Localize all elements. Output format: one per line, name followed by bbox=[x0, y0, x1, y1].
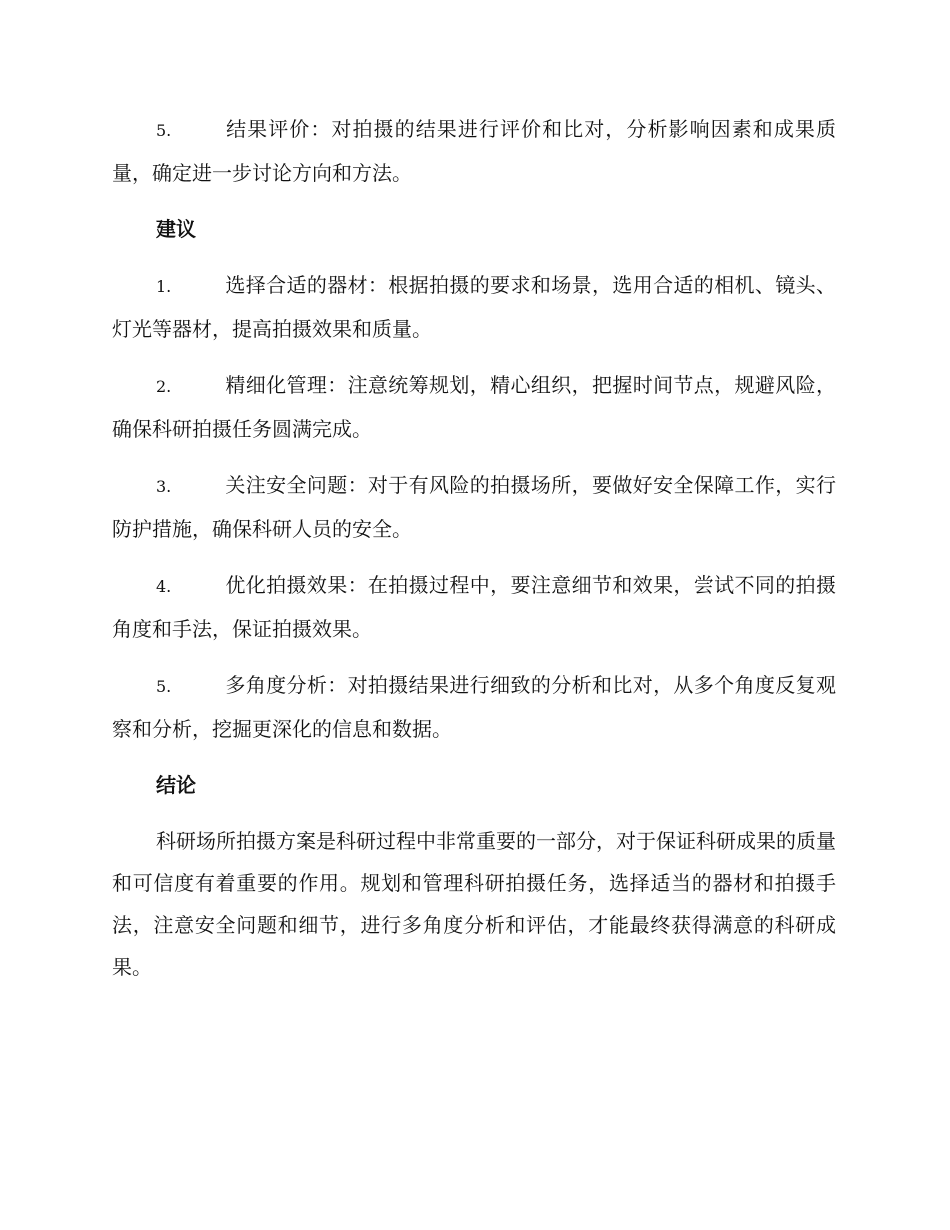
list-item-text: 精细化管理：注意统筹规划，精心组织，把握时间节点，规避风险，确保科研拍摄任务圆满完成。 bbox=[112, 373, 836, 441]
list-number: 3. bbox=[156, 477, 172, 496]
list-item-text: 结果评价：对拍摄的结果进行评价和比对，分析影响因素和成果质量，确定进一步讨论方向和方法。 bbox=[112, 117, 836, 185]
list-number: 4. bbox=[156, 577, 172, 596]
list-number: 5. bbox=[156, 677, 172, 696]
list-item-text: 关注安全问题：对于有风险的拍摄场所，要做好安全保障工作，实行防护措施，确保科研人员的安全。 bbox=[112, 473, 836, 541]
document-page bbox=[112, 108, 836, 1002]
list-item-result-evaluation bbox=[112, 108, 836, 194]
list-item-text: 优化拍摄效果：在拍摄过程中，要注意细节和效果，尝试不同的拍摄角度和手法，保证拍摄效果。 bbox=[112, 573, 836, 641]
list-item-suggestion-2 bbox=[112, 364, 836, 450]
list-item-suggestion-4 bbox=[112, 564, 836, 650]
list-number: 1. bbox=[156, 277, 172, 296]
list-item-suggestion-5 bbox=[112, 664, 836, 750]
list-number: 2. bbox=[156, 377, 172, 396]
list-item-text: 选择合适的器材：根据拍摄的要求和场景，选用合适的相机、镜头、灯光等器材，提高拍摄效果和质量。 bbox=[112, 273, 836, 341]
list-item-suggestion-1 bbox=[112, 264, 836, 350]
list-number: 5. bbox=[156, 121, 172, 140]
section-heading-conclusion: 结论 bbox=[156, 773, 196, 797]
list-item-suggestion-3 bbox=[112, 464, 836, 550]
conclusion-paragraph: 科研场所拍摄方案是科研过程中非常重要的一部分，对于保证科研成果的质量和可信度有着重要的作用。规划和管理科研拍摄任务，选择适当的器材和拍摄手法，注意安全问题和细节，进行多角度分析和评估，才能最终获得满意的科研成果。 bbox=[112, 829, 836, 979]
section-heading-suggestions: 建议 bbox=[156, 217, 196, 241]
list-item-text: 多角度分析：对拍摄结果进行细致的分析和比对，从多个角度反复观察和分析，挖掘更深化的信息和数据。 bbox=[112, 673, 836, 741]
